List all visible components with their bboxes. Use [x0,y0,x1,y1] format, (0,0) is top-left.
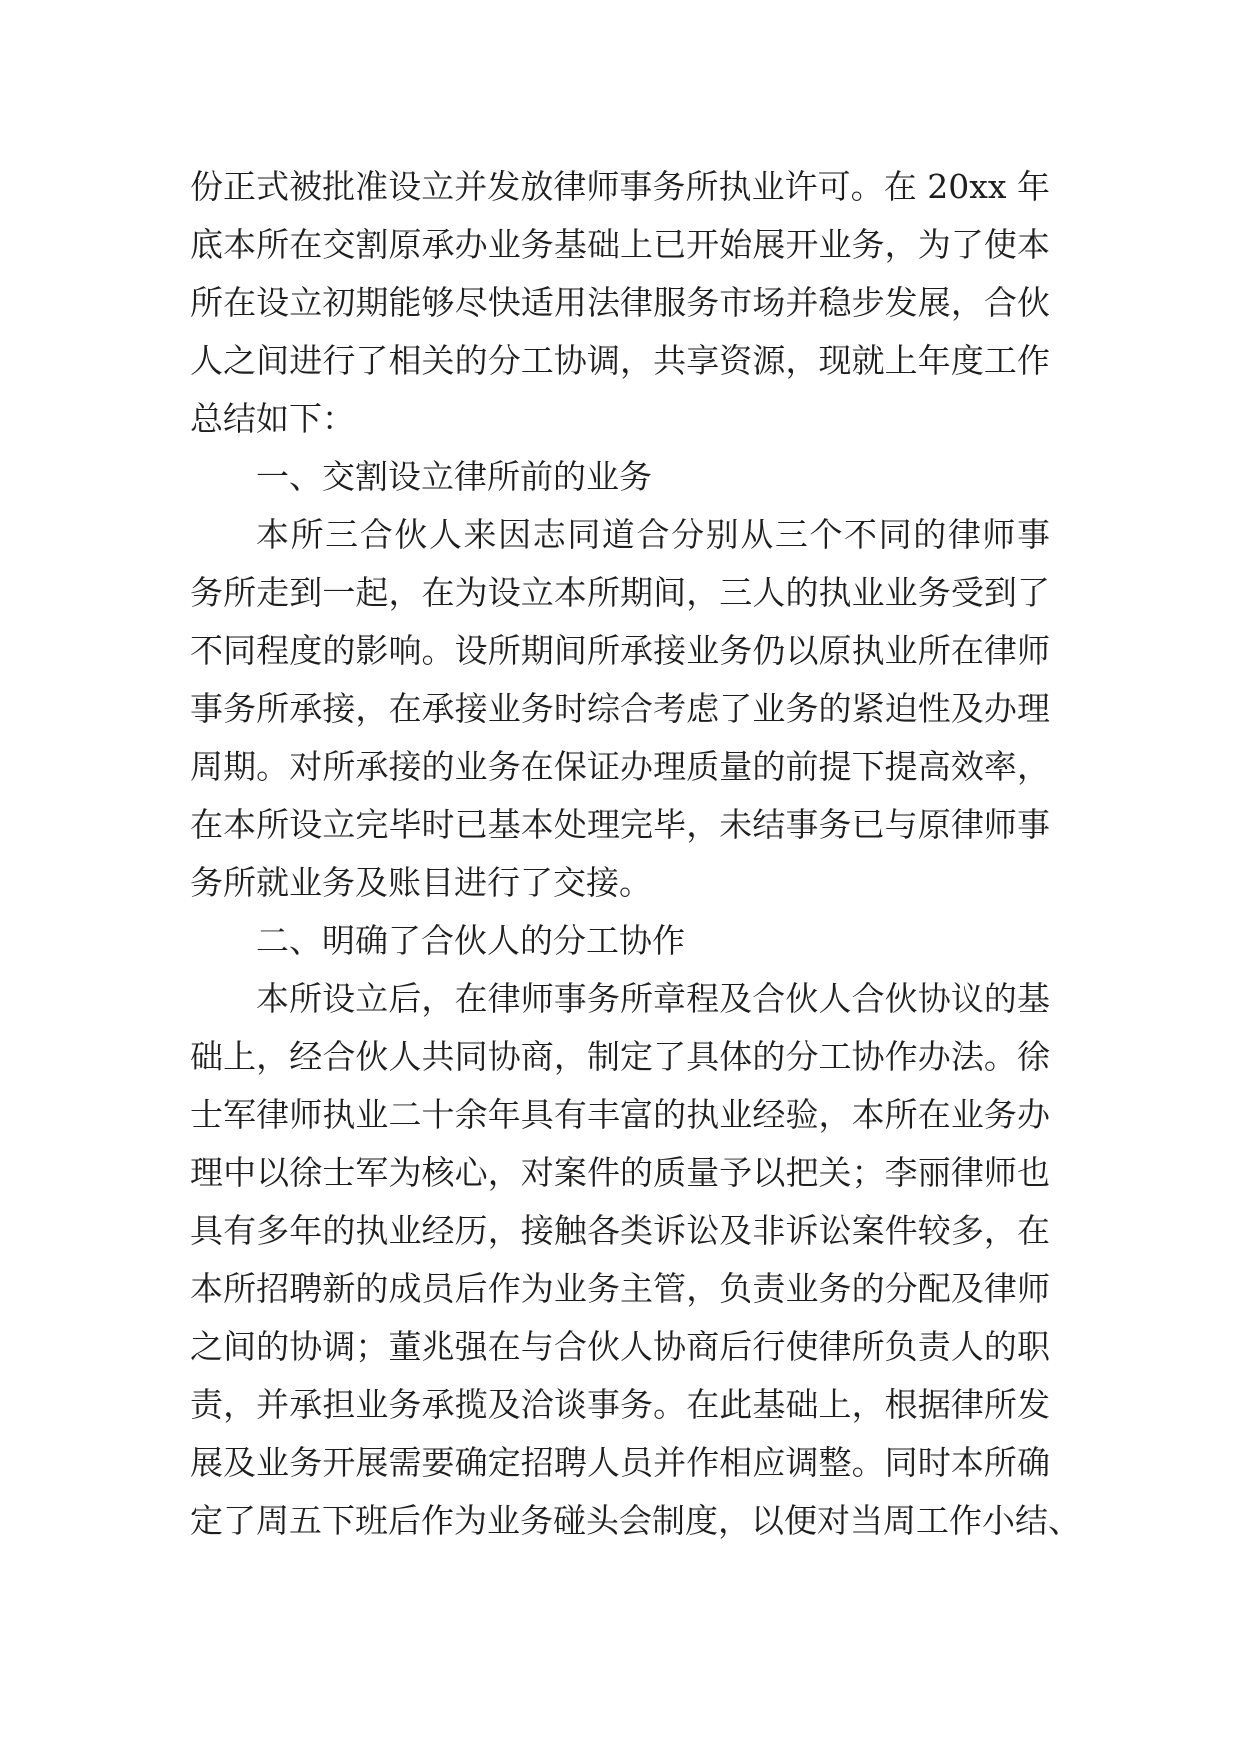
text-line: 周期。对所承接的业务在保证办理质量的前提下提高效率， [190,747,1050,786]
text-line: 底本所在交割原承办业务基础上已开始展开业务，为了使本 [190,225,1050,264]
text-line: 础上，经合伙人共同协商，制定了具体的分工协作办法。徐 [190,1037,1050,1076]
text-line: 之间的协调；董兆强在与合伙人协商后行使律所负责人的职 [190,1327,1050,1366]
text-line: 务所走到一起，在为设立本所期间，三人的执业业务受到了 [190,573,1050,612]
text-line: 本所招聘新的成员后作为业务主管，负责业务的分配及律师 [190,1269,1050,1308]
text-line: 展及业务开展需要确定招聘人员并作相应调整。同时本所确 [190,1443,1050,1482]
text-line: 士军律师执业二十余年具有丰富的执业经验，本所在业务办 [190,1095,1050,1134]
text-line: 责，并承担业务承揽及洽谈事务。在此基础上，根据律所发 [190,1385,1050,1424]
text-line: 总结如下： [190,399,355,438]
text-line: 份正式被批准设立并发放律师事务所执业许可。在 20xx 年 [190,167,1050,206]
text-line: 不同程度的影响。设所期间所承接业务仍以原执业所在律师 [190,631,1050,670]
document-body [190,158,1081,1550]
text-line: 在本所设立完毕时已基本处理完毕，未结事务已与原律师事 [190,805,1050,844]
text-line: 理中以徐士军为核心，对案件的质量予以把关；李丽律师也 [190,1153,1050,1192]
text-line: 所在设立初期能够尽快适用法律服务市场并稳步发展，合伙 [190,283,1050,322]
text-line: 务所就业务及账目进行了交接。 [190,863,652,902]
text-line: 本所三合伙人来因志同道合分别从三个不同的律师事 [256,515,1050,554]
section-heading-2: 二、明确了合伙人的分工协作 [256,921,685,960]
text-line: 事务所承接，在承接业务时综合考虑了业务的紧迫性及办理 [190,689,1050,728]
section-heading-1: 一、交割设立律所前的业务 [256,457,652,496]
text-line: 本所设立后，在律师事务所章程及合伙人合伙协议的基 [256,979,1050,1018]
text-line: 具有多年的执业经历，接触各类诉讼及非诉讼案件较多，在 [190,1211,1050,1250]
text-line: 定了周五下班后作为业务碰头会制度，以便对当周工作小结、 [190,1501,1081,1540]
text-line: 人之间进行了相关的分工协调，共享资源，现就上年度工作 [190,341,1050,380]
